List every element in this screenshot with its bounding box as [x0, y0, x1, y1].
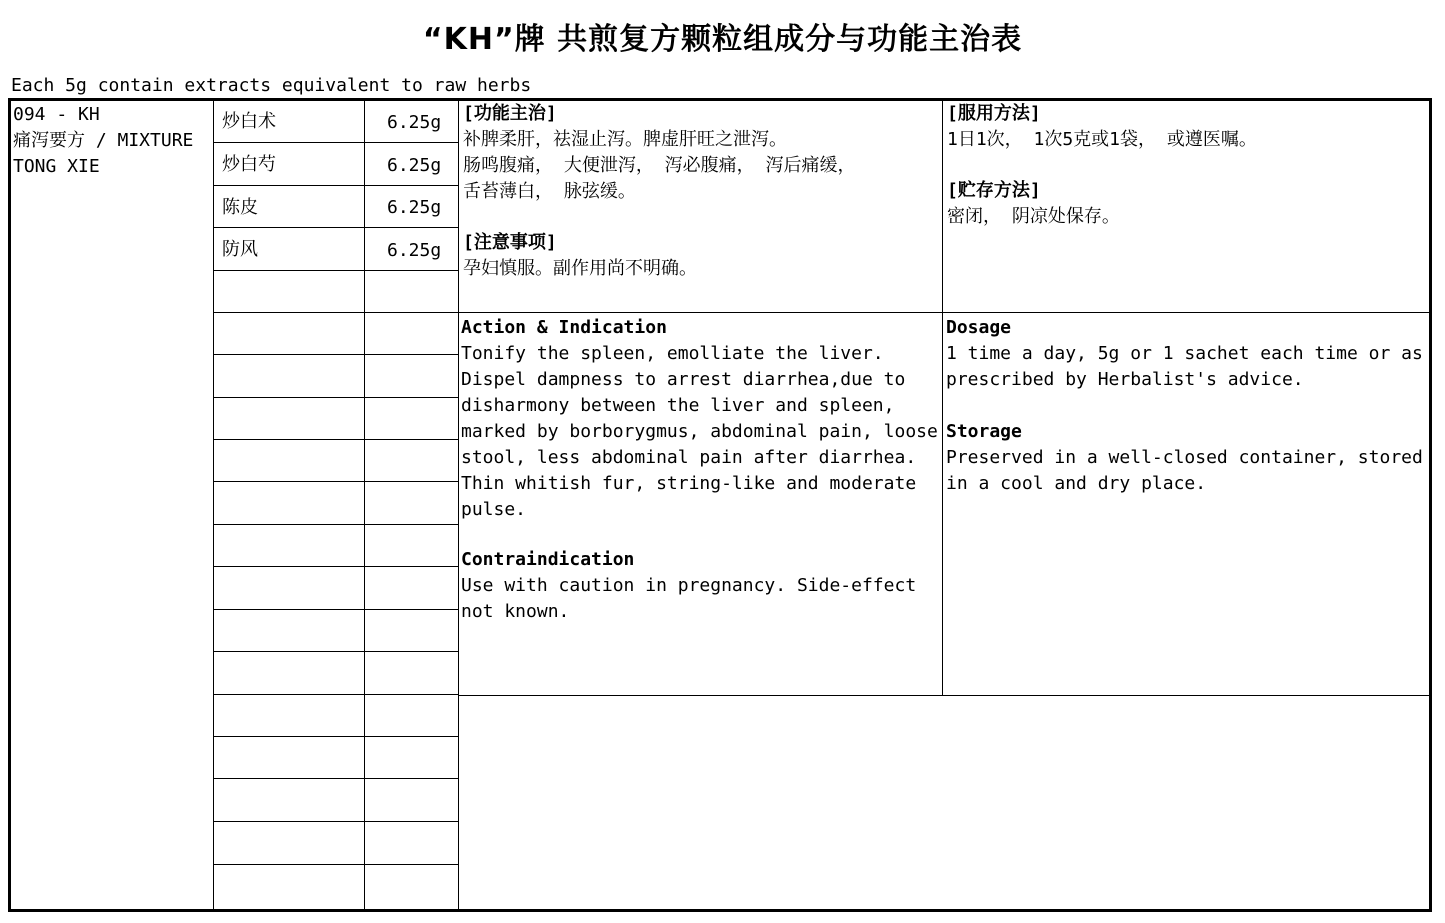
herb-row-line	[213, 142, 458, 143]
zh-caution-line: 孕妇慎服。副作用尚不明确。	[463, 258, 697, 279]
en-contra-section	[461, 547, 939, 625]
herb-name-3: 陈皮	[222, 197, 258, 218]
herb-dose-4: 6.25g	[387, 240, 442, 261]
product-name-line1: 痛泻要方 / MIXTURE	[13, 130, 194, 151]
herb-row-line	[213, 864, 458, 865]
herb-row-line	[213, 312, 458, 313]
herb-row-line	[213, 227, 458, 228]
en-contra-heading: Contraindication	[461, 549, 635, 570]
en-action-line: Dispel dampness to arrest diarrhea,due to	[461, 369, 906, 390]
en-contra-line: Use with caution in pregnancy. Side-effect	[461, 575, 917, 596]
zh-storage-line: 密闭， 阴凉处保存。	[947, 206, 1120, 227]
col-divider-1	[213, 101, 214, 909]
herb-row-line	[213, 566, 458, 567]
herb-dose-1: 6.25g	[387, 112, 442, 133]
en-action-line: marked by borborygmus, abdominal pain, loose	[461, 421, 938, 442]
zh-action-heading: [功能主治]	[463, 103, 557, 124]
formula-table	[8, 98, 1432, 912]
page-title: “KH”牌 共煎复方颗粒组成分与功能主治表	[422, 22, 1023, 57]
herb-row-line	[213, 524, 458, 525]
en-action-line: Thin whitish fur, string-like and moderate	[461, 473, 917, 494]
zh-action-section	[463, 101, 938, 205]
herb-name-4: 防风	[222, 239, 258, 260]
herb-row-line	[213, 439, 458, 440]
zh-action-line: 肠鸣腹痛， 大便泄泻， 泻必腹痛， 泻后痛缓，	[463, 155, 856, 176]
en-storage-heading: Storage	[946, 421, 1022, 442]
en-storage-section	[946, 419, 1425, 497]
herb-row-line	[213, 651, 458, 652]
en-action-line: Tonify the spleen, emolliate the liver.	[461, 343, 884, 364]
zh-dosage-section	[947, 101, 1425, 153]
col-divider-3	[458, 101, 459, 909]
en-storage-line: Preserved in a well-closed container, stored	[946, 447, 1423, 468]
info-divider-bottom	[458, 695, 1429, 696]
herb-row-line	[213, 609, 458, 610]
en-action-section	[461, 315, 939, 523]
col-divider-2	[364, 101, 365, 909]
herb-row-line	[213, 821, 458, 822]
info-divider-zh-en	[458, 312, 1429, 313]
en-contra-line: not known.	[461, 601, 570, 622]
herb-dose-2: 6.25g	[387, 155, 442, 176]
herb-row-line	[213, 736, 458, 737]
zh-dosage-heading: [服用方法]	[947, 103, 1041, 124]
en-storage-line: in a cool and dry place.	[946, 473, 1207, 494]
product-name-line2: TONG XIE	[13, 156, 100, 177]
zh-storage-heading: [贮存方法]	[947, 180, 1041, 201]
zh-storage-section	[947, 178, 1425, 230]
herb-row-line	[213, 185, 458, 186]
herb-row-line	[213, 397, 458, 398]
herb-row-line	[213, 694, 458, 695]
herb-row-line	[213, 270, 458, 271]
en-action-line: stool, less abdominal pain after diarrhea.	[461, 447, 917, 468]
zh-caution-section	[463, 230, 938, 282]
en-action-heading: Action & Indication	[461, 317, 667, 338]
herb-row-line	[213, 354, 458, 355]
herb-dose-3: 6.25g	[387, 197, 442, 218]
herb-name-2: 炒白芍	[222, 154, 276, 175]
zh-action-line: 舌苔薄白， 脉弦缓。	[463, 181, 636, 202]
zh-caution-heading: [注意事项]	[463, 232, 557, 253]
subtitle: Each 5g contain extracts equivalent to raw herbs	[11, 75, 532, 96]
zh-dosage-line: 1日1次， 1次5克或1袋， 或遵医嘱。	[947, 129, 1257, 150]
en-dosage-section	[946, 315, 1425, 393]
en-dosage-line: 1 time a day, 5g or 1 sachet each time or as	[946, 343, 1423, 364]
en-dosage-heading: Dosage	[946, 317, 1012, 338]
en-action-line: disharmony between the liver and spleen,	[461, 395, 895, 416]
herb-row-line	[213, 481, 458, 482]
herb-name-1: 炒白术	[222, 111, 276, 132]
en-dosage-line: prescribed by Herbalist's advice.	[946, 369, 1304, 390]
product-code: 094 - KH	[13, 104, 100, 125]
col-divider-4	[942, 101, 943, 696]
en-action-line: pulse.	[461, 499, 527, 520]
zh-action-line: 补脾柔肝，祛湿止泻。脾虚肝旺之泄泻。	[463, 129, 787, 150]
herb-row-line	[213, 778, 458, 779]
